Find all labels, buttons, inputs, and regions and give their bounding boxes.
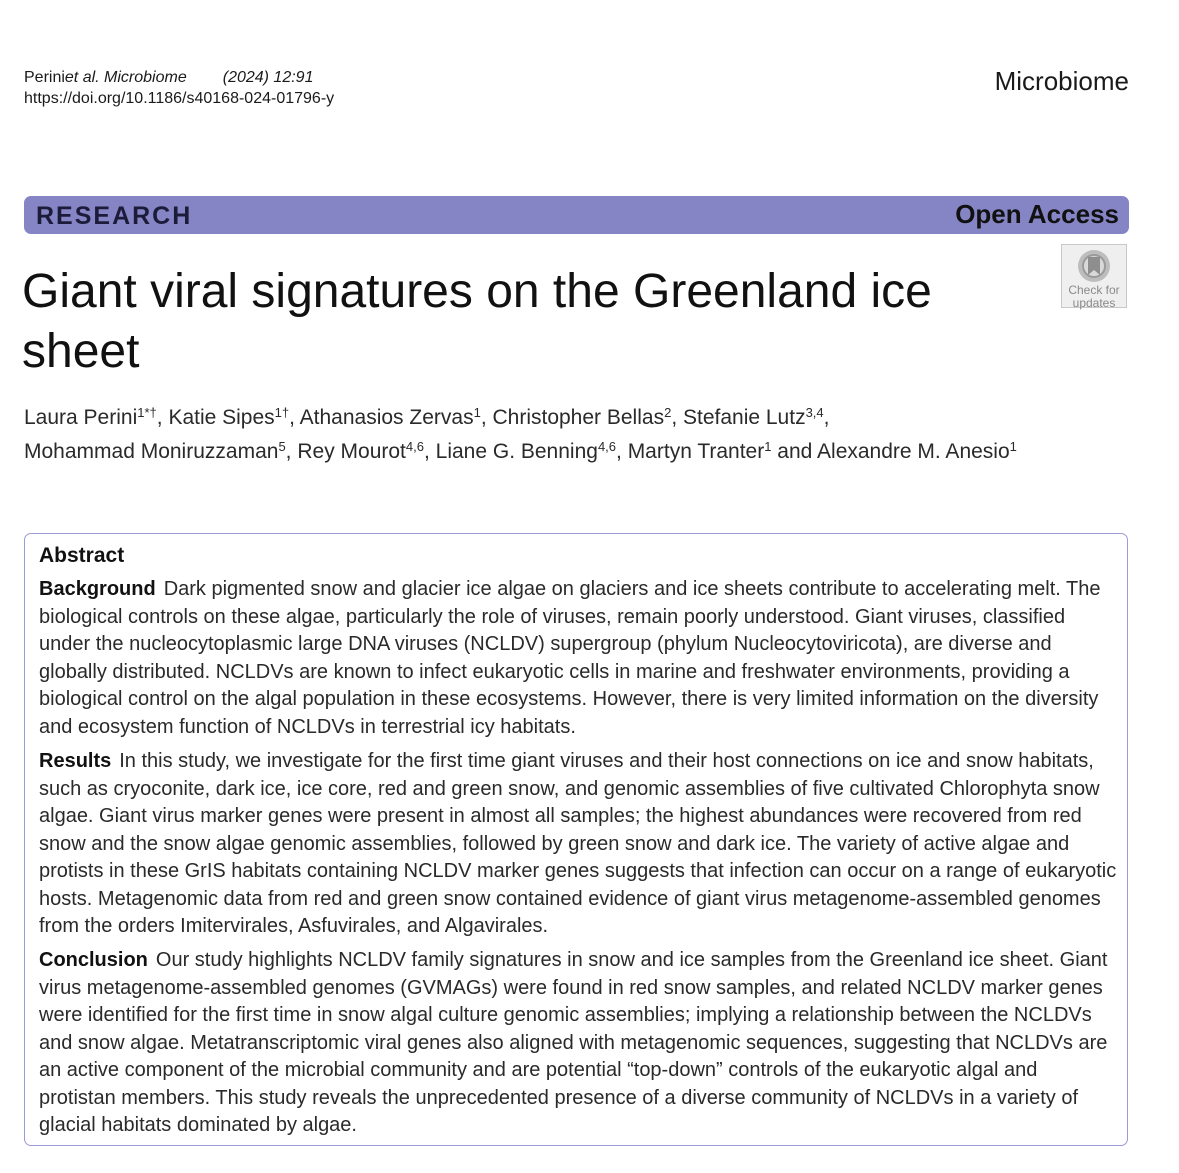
open-access-label: Open Access (955, 199, 1119, 229)
abstract-conclusion (39, 947, 1117, 1140)
doi-link[interactable]: https://doi.org/10.1186/s40168-024-01796-y (24, 90, 335, 107)
conclusion-label: Conclusion (39, 949, 148, 971)
citation-block (24, 67, 334, 109)
author-separator: , (156, 406, 169, 429)
journal-name: Microbiome (994, 66, 1129, 96)
check-for-updates-button[interactable] (1061, 244, 1127, 308)
author-affiliation: 1 (473, 405, 481, 420)
abstract-heading: Abstract (39, 544, 125, 567)
article-type-label: RESEARCH (36, 202, 193, 230)
results-text: In this study, we investigate for the first time giant viruses and their host connections on ice and snow habitats, such as cryoconite, dark ice, ice core, red and green snow, and genomic assemblies of five cultivated Chlorophyta snow algae. Giant virus marker genes were present in almost all samples; the highest abundances were recovered from red snow and the snow algae genomic assemblies, followed by green snow and dark ice. The variety of active algae and protists in these GrIS habitats containing NCLDV marker genes suggests that infection can occur on a range of eukaryotic hosts. Metagenomic data from red and green snow contained evidence of giant virus metagenome-assembled genomes from the orders Imitervirales, Asfuvirales, and Algavirales. (39, 750, 1117, 937)
check-for-updates-line1: Check for (1068, 283, 1120, 297)
author-affiliation: 4,6 (405, 439, 424, 454)
author-separator: , (823, 406, 830, 429)
author-name[interactable]: Mohammad Moniruzzaman (24, 440, 279, 463)
author-name[interactable]: Katie Sipes (168, 406, 275, 429)
author-affiliation: 3,4 (805, 405, 824, 420)
author-affiliation: 1† (274, 405, 290, 420)
bookmark-badge-icon (1077, 249, 1111, 283)
author-name[interactable]: Laura Perini (24, 406, 138, 429)
author-name[interactable]: Rey Mourot (297, 440, 406, 463)
article-type-banner (24, 196, 1129, 234)
author-name[interactable]: Martyn Tranter (627, 440, 765, 463)
author-name[interactable]: Stefanie Lutz (682, 406, 806, 429)
author-separator: and (771, 440, 818, 463)
citation-authors: Perini (24, 69, 65, 86)
citation-journal: Microbiome (99, 69, 187, 86)
abstract-results (39, 748, 1117, 941)
background-label: Background (39, 578, 156, 600)
author-separator: , (671, 406, 683, 429)
author-name[interactable]: Liane G. Benning (435, 440, 598, 463)
author-separator: , (616, 440, 628, 463)
author-affiliation: 5 (278, 439, 286, 454)
citation-line (24, 67, 334, 88)
background-text: Dark pigmented snow and glacier ice algae on glaciers and ice sheets contribute to accelerating melt. The biological controls on these algae, particularly the role of viruses, remain poorly understood. Giant viruses, classified under the nucleocytoplasmic large DNA viruses (NCLDV) supergroup (phylum Nucleocytoviricota), are diverse and globally distributed. NCLDVs are known to infect eukaryotic cells in marine and freshwater environments, providing a biological control on the algal population in these ecosystems. However, there is very limited information on the diversity and ecosystem function of NCLDVs in terrestrial icy habitats. (39, 578, 1101, 738)
author-separator: , (289, 406, 300, 429)
abstract-box (24, 533, 1128, 1146)
abstract-background (39, 576, 1117, 741)
author-separator: , (285, 440, 298, 463)
author-name[interactable]: Athanasios Zervas (299, 406, 474, 429)
conclusion-text: Our study highlights NCLDV family signatures in snow and ice samples from the Greenland ice sheet. Giant virus metagenome-assembled genomes (GVMAGs) were found in red snow samples, and related NCLDV marker genes were identified for the first time in snow algal culture genomic assemblies; implying a relationship between the NCLDVs and snow algae. Metatranscriptomic viral genes also aligned with metagenomic sequences, suggesting that NCLDVs are an active component of the microbial community and are potential “top-down” controls of the eukaryotic algal and protistan members. This study reveals the unprecedented presence of a diverse community of NCLDVs in a variety of glacial habitats dominated by algae. (39, 949, 1108, 1136)
author-separator: , (423, 440, 436, 463)
citation-etal: et al. (64, 69, 100, 86)
check-for-updates-line2: updates (1072, 296, 1116, 310)
author-name[interactable]: Alexandre M. Anesio (817, 440, 1010, 463)
article-title: Giant viral signatures on the Greenland ice sheet (22, 265, 932, 378)
author-affiliation: 1 (1009, 439, 1017, 454)
author-affiliation: 4,6 (597, 439, 617, 454)
citation-year-volume: (2024) 12:91 (222, 69, 314, 86)
results-label: Results (39, 750, 112, 772)
author-list (24, 401, 1144, 469)
author-affiliation: 1 (764, 439, 772, 454)
author-affiliation: 2 (664, 405, 672, 420)
author-name[interactable]: Christopher Bellas (492, 406, 665, 429)
author-separator: , (480, 406, 493, 429)
author-affiliation: 1*† (137, 405, 157, 420)
